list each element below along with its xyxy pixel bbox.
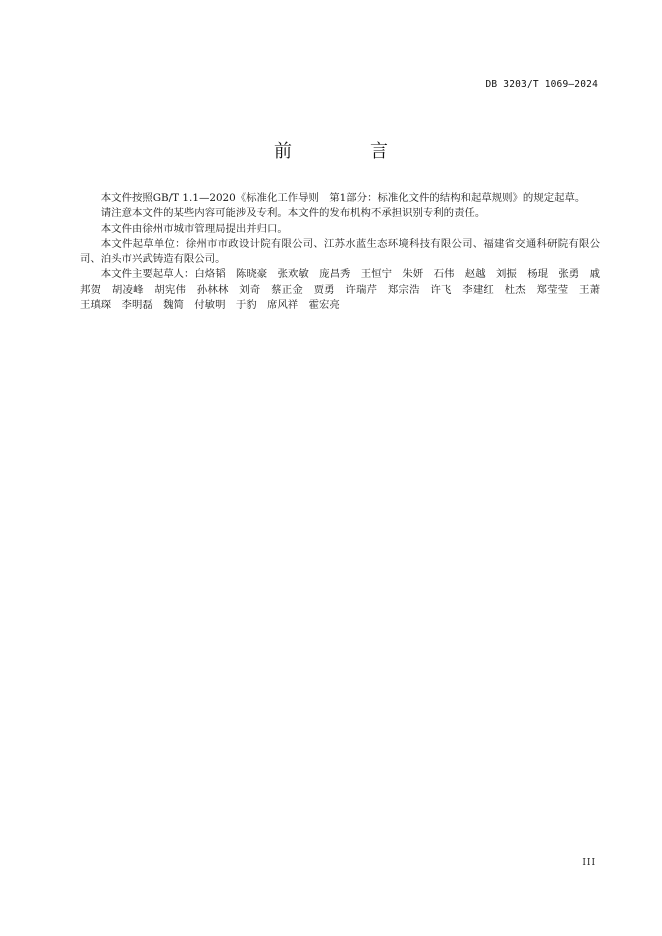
document-code: DB 3203/T 1069—2024 [485, 79, 598, 90]
paragraph-drafting-units: 本文件起草单位：徐州市市政设计院有限公司、江苏水蓝生态环境科技有限公司、福建省交通科研院有限公司、泊头市兴武铸造有限公司。 [80, 237, 600, 266]
paragraph-proposer: 本文件由徐州市城市管理局提出并归口。 [100, 222, 288, 235]
paragraph-drafting-rules: 本文件按照GB/T 1.1—2020《标准化工作导则 第1部分：标准化文件的结构和起草规则》的规定起草。 [100, 192, 586, 204]
page-title: 前 言 [274, 141, 418, 162]
preface-body [80, 191, 611, 313]
paragraph-patent-notice: 请注意本文件的某些内容可能涉及专利。本文件的发布机构不承担识别专利的责任。 [100, 207, 486, 220]
page-number: III [582, 858, 596, 868]
paragraph-drafters: 本文件主要起草人：白烙韬 陈晓豪 张欢敏 庞昌秀 王恒宁 朱妍 石伟 赵越 刘振 杨琨 张勇 戚邦贺 胡凌峰 胡宪伟 孙林林 刘奇 蔡正金 贾勇 许瑞芹 郑宗浩 许飞 李建红 杜杰 郑莹莹 王萧 王瑱琛 李明磊 魏简 付敏明 于豹 席风祥 霍宏亮 [80, 268, 611, 312]
